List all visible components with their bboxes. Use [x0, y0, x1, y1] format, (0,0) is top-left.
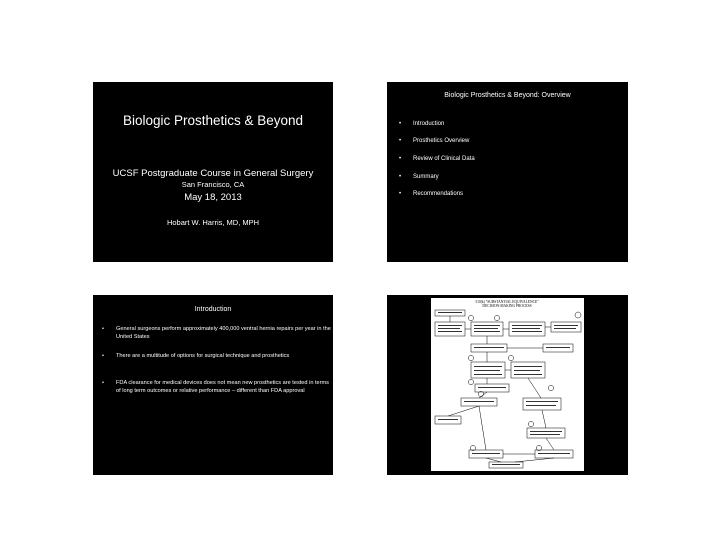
introduction-title: Introduction: [194, 306, 232, 313]
flowchart-image: [431, 298, 584, 471]
slide-overview: Biologic Prosthetics & Beyond: Overview • Introduction • Prosthetics Overview • Review of Clinical Data • Summary • Recommendations: [387, 82, 628, 262]
flowchart-title: 510(k) "SUBSTANTIAL EQUIVALENCE": [475, 300, 539, 304]
author: Hobart W. Harris, MD, MPH: [166, 218, 260, 227]
slide-introduction: Introduction • General surgeons perform approximately 400,000 ventral hernia repairs per year in the United States • There are a multitude of options for surgical technique and prosthetics • FDA clearance for medical devices does not mean new prosthetics are tested in terms of long term outcomes or relative performance – different than FDA approval: [93, 295, 333, 475]
overview-title: Biologic Prosthetics & Beyond: Overview: [444, 92, 571, 99]
course-name: UCSF Postgraduate Course in General Surgery: [112, 168, 314, 179]
date: May 18, 2013: [184, 192, 242, 203]
slide-flowchart: [387, 295, 628, 475]
slide-title: [93, 82, 333, 262]
location: San Francisco, CA: [181, 180, 245, 189]
flowchart-subtitle: DECISION-MAKING PROCESS: [482, 304, 532, 308]
flowchart-diagram: [431, 298, 584, 471]
presentation-title: Biologic Prosthetics & Beyond: [122, 113, 304, 128]
